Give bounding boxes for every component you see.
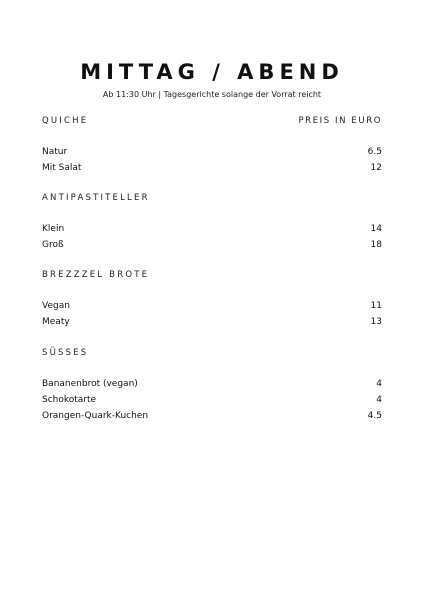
menu-item-name: Natur <box>42 147 68 157</box>
menu-item-row <box>42 300 382 312</box>
menu-item-price: 13 <box>370 317 382 327</box>
menu-item-row <box>42 378 382 390</box>
menu-item-price: 11 <box>370 301 382 311</box>
price-column-heading: PREIS IN EURO <box>298 116 382 126</box>
menu-item-name: Vegan <box>42 301 70 311</box>
menu-item-row <box>42 239 382 251</box>
menu-item-row <box>42 410 382 422</box>
menu-item-name: Schokotarte <box>42 395 97 405</box>
menu-item-name: Mit Salat <box>42 163 82 173</box>
menu-item-name: Klein <box>42 224 65 234</box>
menu-item-row <box>42 394 382 406</box>
menu-item-row <box>42 146 382 158</box>
section-heading-antipastiteller: ANTIPASTITELLER <box>42 193 150 203</box>
menu-item-price: 12 <box>370 163 382 173</box>
section-heading-suesses: SÜSSES <box>42 348 89 358</box>
menu-item-price: 6.5 <box>367 147 382 157</box>
menu-item-price: 18 <box>370 240 382 250</box>
menu-item-row <box>42 223 382 235</box>
menu-item-price: 4.5 <box>367 411 382 421</box>
section-heading-quiche: QUICHE <box>42 116 89 126</box>
page-title: MITTAG / ABEND <box>80 60 344 84</box>
menu-item-name: Orangen-Quark-Kuchen <box>42 411 149 421</box>
page-subtitle: Ab 11:30 Uhr | Tagesgerichte solange der Vorrat reicht <box>102 90 322 99</box>
menu-item-price: 14 <box>370 224 382 234</box>
menu-item-row <box>42 162 382 174</box>
menu-item-row <box>42 316 382 328</box>
menu-item-name: Groß <box>42 240 64 250</box>
menu-item-price: 4 <box>376 379 382 389</box>
section-heading-brezzzel-brote: BREZZZEL BROTE <box>42 270 150 280</box>
menu-item-name: Meaty <box>42 317 70 327</box>
menu-item-price: 4 <box>376 395 382 405</box>
menu-item-name: Bananenbrot (vegan) <box>42 379 138 389</box>
